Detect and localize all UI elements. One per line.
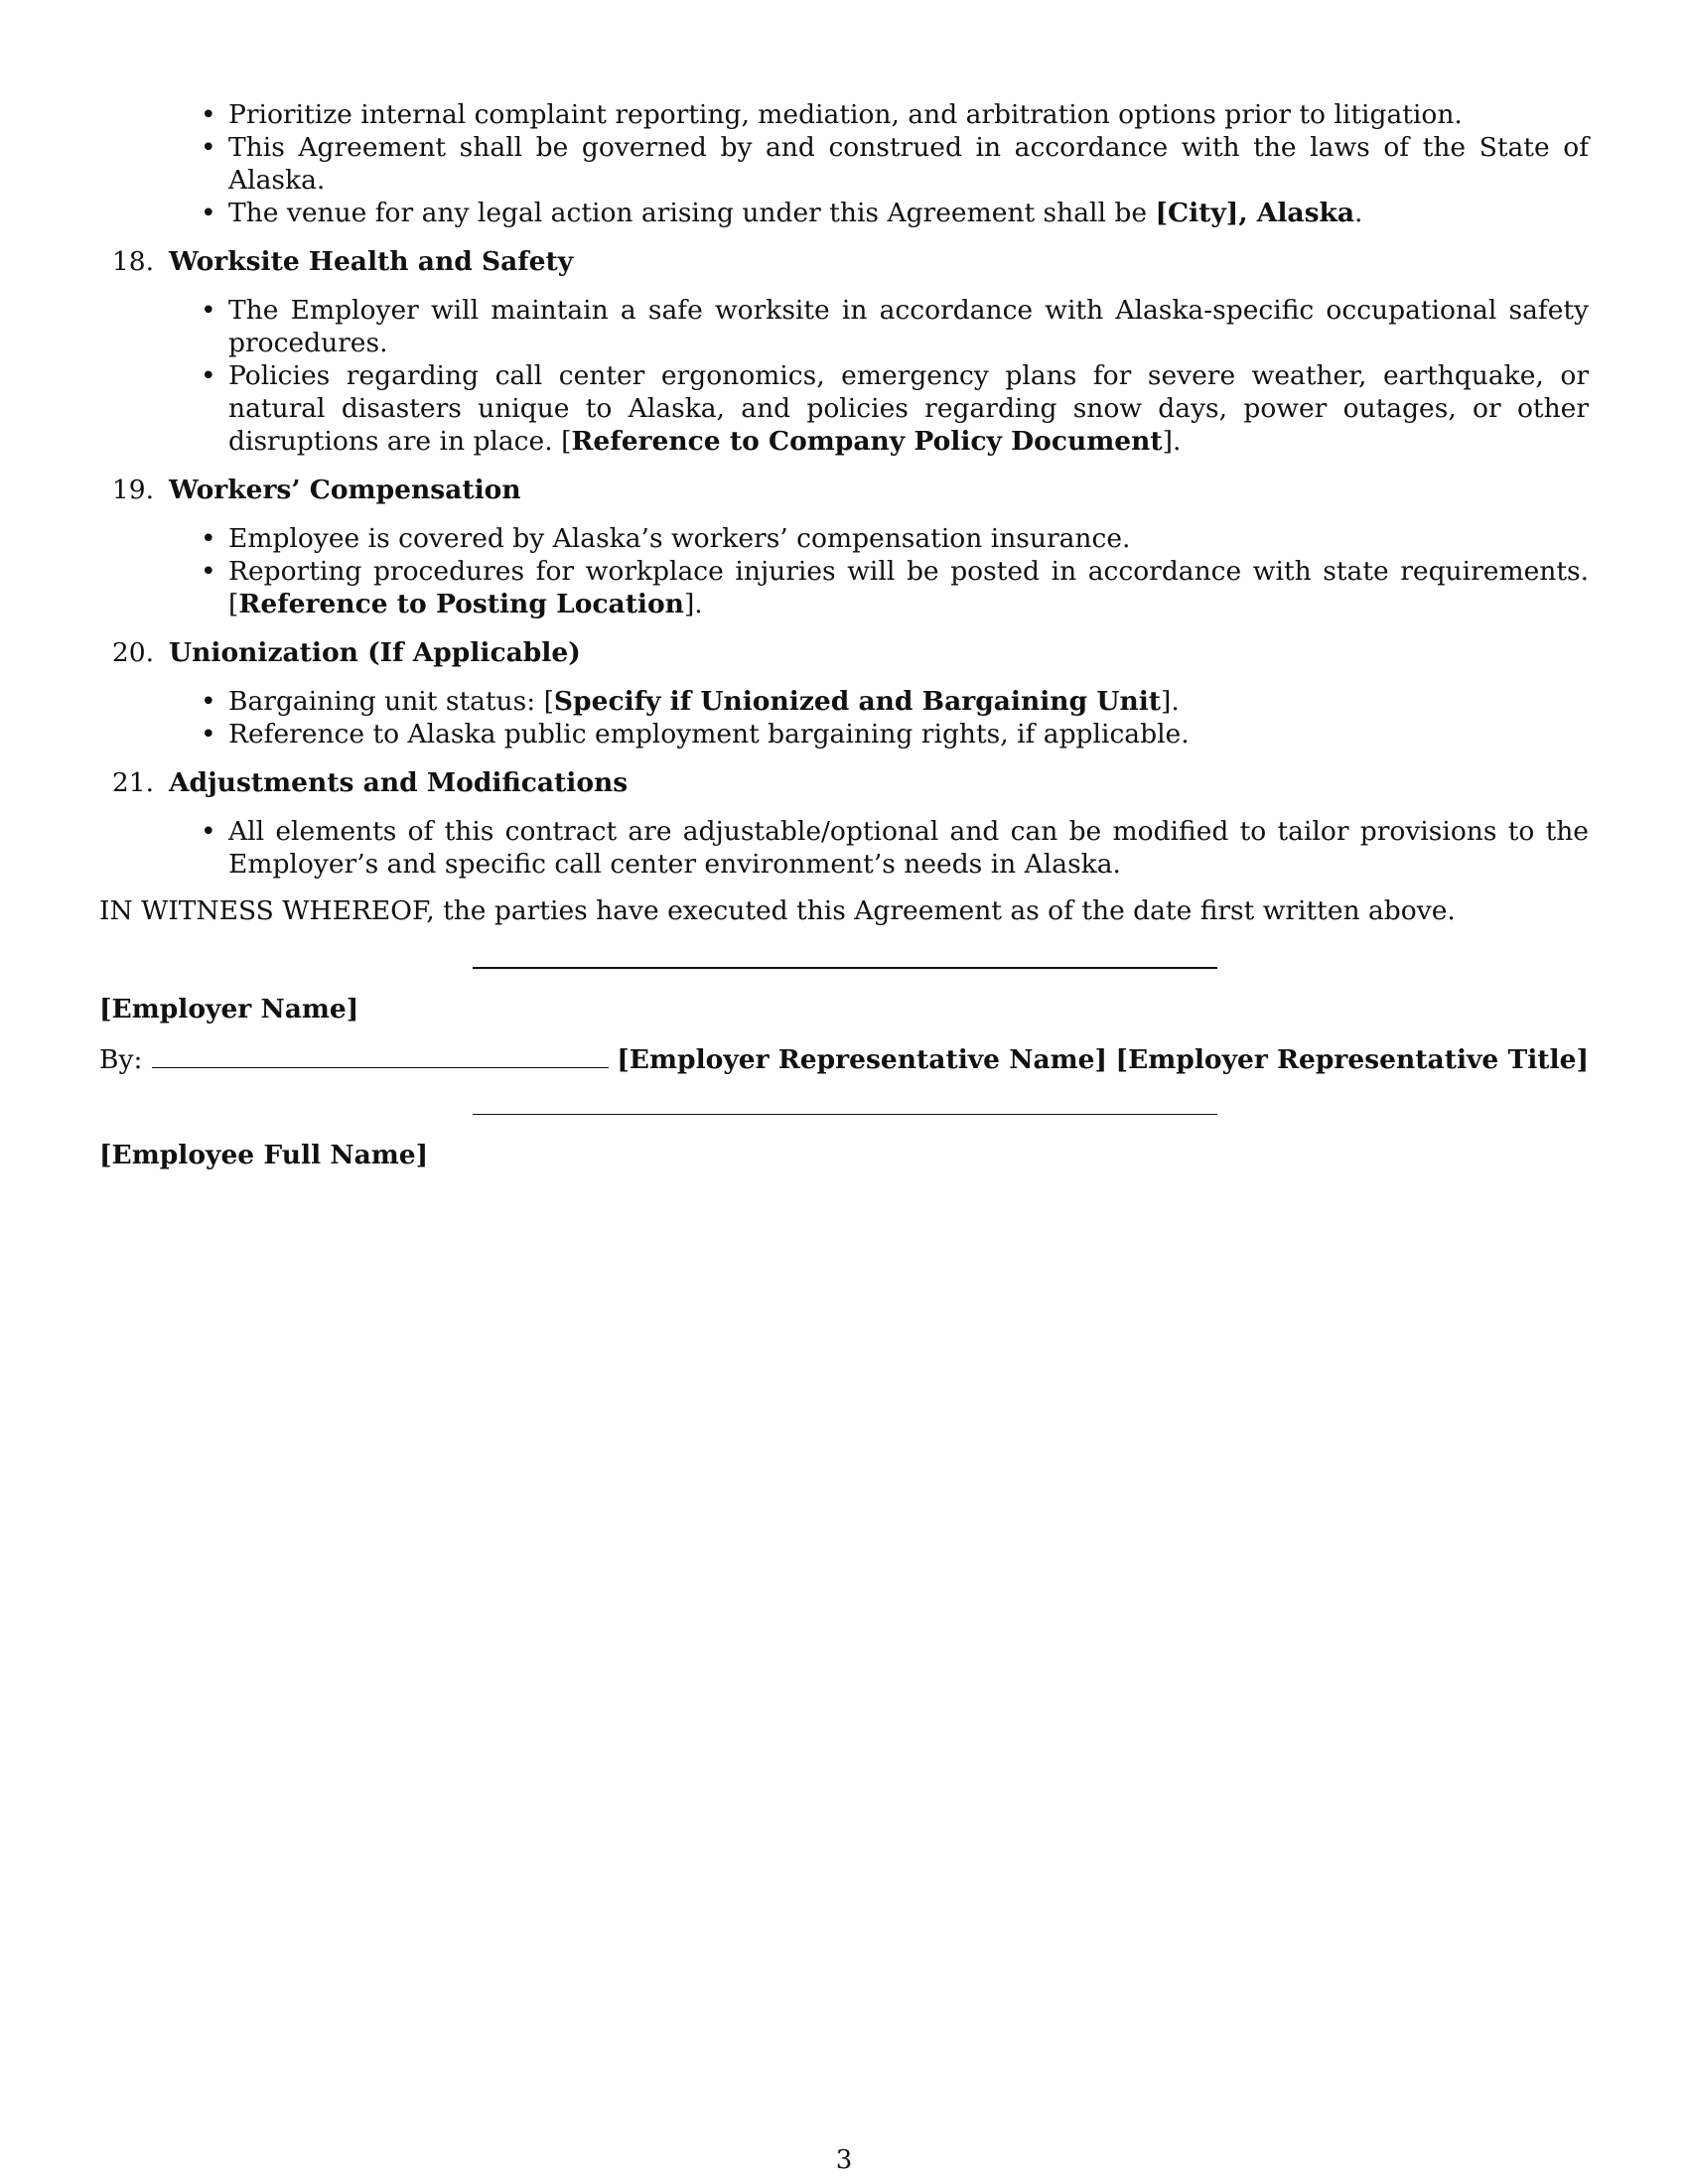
employer-signature-line [473,967,1217,969]
bullet-dispute-resolution: • Prioritize internal complaint reporting, mediation, and arbitration options prior to litigation. [228,98,1589,131]
by-label: By: [99,1044,143,1075]
section-18-bullet-1: • The Employer will maintain a safe worksite in accordance with Alaska-specific occupational safety procedures. [228,294,1589,359]
section-19-number: 19. [111,475,154,505]
venue-text: The venue for any legal action arising under this Agreement shall be [228,198,1156,228]
section-21-heading [99,766,1589,799]
section-21-number: 21. [111,767,154,798]
section-18-title: Worksite Health and Safety [169,246,574,277]
section-21 [99,766,1589,881]
section-19-title: Workers’ Compensation [169,475,521,505]
intro-bullet-list [99,98,1589,229]
bargaining-unit-placeholder: Specify if Unionized and Bargaining Unit [553,686,1162,717]
employer-name-placeholder: [Employer Name] [99,994,359,1024]
section-20-bullets [99,685,1589,751]
employer-representative-row [99,1043,1589,1076]
section-20-heading [99,636,1589,669]
section-21-bullet-1: • All elements of this contract are adjustable/optional and can be modified to tailor provisions to the Employer’s and specific call center environment’s needs in Alaska. [228,815,1589,881]
venue-placeholder: [City], Alaska [1155,198,1355,228]
section-18-bullets [99,294,1589,458]
section-19 [99,474,1589,620]
section-20 [99,636,1589,751]
representative-name-placeholder: [Employer Representative Name] [617,1044,1108,1075]
section-18 [99,245,1589,458]
section-21-title: Adjustments and Modifications [169,767,629,798]
bullet-venue [228,197,1589,229]
section-20-bullet-1: • Bargaining unit status: [Specify if Unionized and Bargaining Unit]. [228,685,1589,718]
section-19-bullet-2-text: Reporting procedures for workplace injuries will be posted in accordance with state requirements. [228,556,1589,587]
venue-suffix: . [1354,198,1363,228]
representative-title-placeholder: [Employer Representative Title] [1115,1044,1589,1075]
representative-signature-blank [152,1043,609,1068]
employee-name-placeholder: [Employee Full Name] [99,1140,429,1170]
posting-location-placeholder: Reference to Posting Location [238,589,684,619]
bullet-governing-law: • This Agreement shall be governed by and construed in accordance with the laws of the State of Alaska. [228,131,1589,197]
section-20-number: 20. [111,637,154,668]
section-20-bullet-1-text: Bargaining unit status: [228,686,544,717]
section-20-bullet-2: • Reference to Alaska public employment bargaining rights, if applicable. [228,718,1589,751]
section-18-bullet-2-text: Policies regarding call center ergonomics, emergency plans for severe weather, earthquake, or natural disasters unique to Alaska, and policies regarding snow days, power outages, or other disruptions are in place. [228,360,1589,457]
section-18-heading [99,245,1589,278]
section-21-bullets [99,815,1589,881]
section-20-title: Unionization (If Applicable) [169,637,581,668]
page-number: 3 [835,2145,853,2175]
witness-clause: IN WITNESS WHEREOF, the parties have executed this Agreement as of the date first written above. [99,895,1456,926]
section-18-number: 18. [111,246,154,277]
company-policy-placeholder: Reference to Company Policy Document [571,426,1163,457]
section-19-heading [99,474,1589,506]
section-19-bullet-2: • Reporting procedures for workplace injuries will be posted in accordance with state requirements. [Reference to Posting Location]. [228,555,1589,620]
section-19-bullet-1: • Employee is covered by Alaska’s workers’ compensation insurance. [228,522,1589,555]
section-19-bullets [99,522,1589,620]
section-18-bullet-2: • Policies regarding call center ergonomics, emergency plans for severe weather, earthquake, or natural disasters unique to Alaska, and policies regarding snow days, power outages, or other disruptions are in place. [Reference to Company Policy Document]. [228,359,1589,458]
document-page [99,98,1589,1171]
employee-signature-line [473,1114,1217,1115]
